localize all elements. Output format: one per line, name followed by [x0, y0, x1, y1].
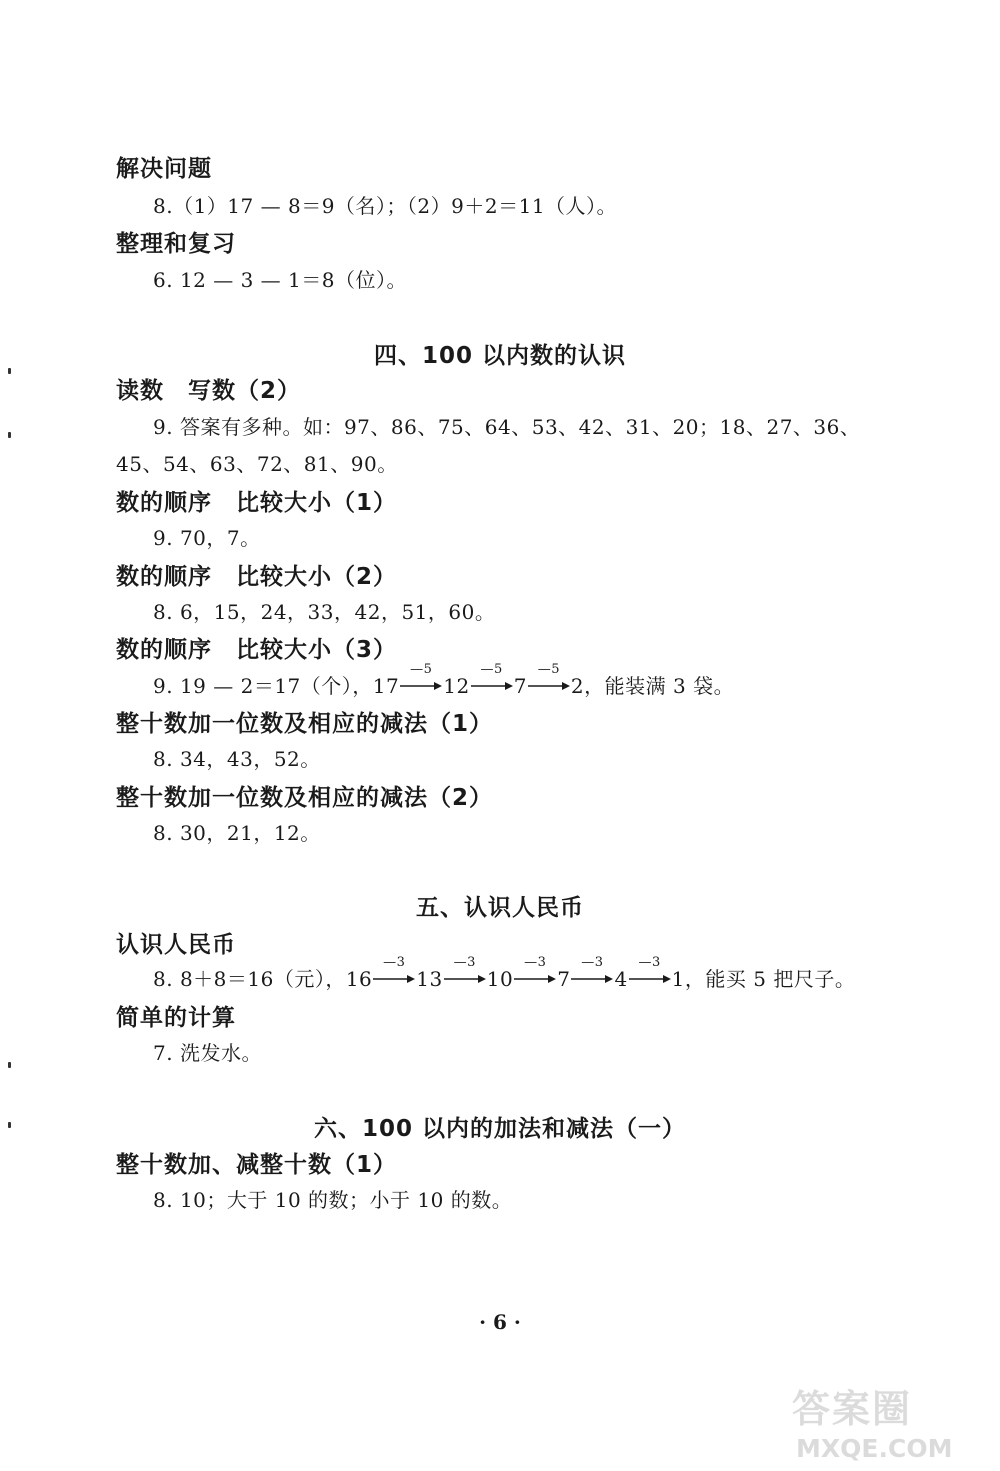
chain-value: 12	[443, 674, 470, 698]
arrow-step: —3	[629, 968, 671, 988]
answer-suffix: ，能装满 3 袋。	[584, 674, 735, 698]
section-heading: 数的顺序 比较大小（2）	[116, 564, 398, 590]
margin-mark	[8, 432, 11, 438]
chain-value: 10	[486, 967, 514, 991]
watermark-logo	[792, 1378, 992, 1468]
margin-mark	[8, 1062, 11, 1068]
answer-suffix: ，能买 5 把尺子。	[684, 967, 856, 991]
section-heading: 认识人民币	[116, 932, 236, 958]
section-heading: 读数 写数（2）	[116, 378, 302, 404]
arrow-step: —3	[444, 968, 486, 988]
answer-line: 8.（1）17 — 8＝9（名）；（2）9＋2＝11（人）。	[153, 194, 618, 218]
answer-line	[153, 955, 856, 992]
answer-line: 9. 答案有多种。如：97、86、75、64、53、42、31、20；18、27、36、	[153, 415, 861, 439]
arrow-step: —3	[514, 968, 556, 988]
arrow-step: —3	[571, 968, 613, 988]
answer-line: 8. 10；大于 10 的数；小于 10 的数。	[153, 1188, 513, 1212]
section-heading: 简单的计算	[116, 1005, 236, 1031]
section-heading: 整十数加一位数及相应的减法（1）	[116, 711, 494, 737]
chain-value: 7	[557, 967, 571, 991]
answer-line	[153, 662, 735, 699]
answer-line: 6. 12 — 3 — 1＝8（位）。	[153, 268, 407, 292]
arrow-step: —5	[400, 675, 442, 695]
answer-line: 9. 70，7。	[153, 526, 261, 550]
chain-value: 7	[513, 674, 527, 698]
chapter-title: 五、认识人民币	[416, 895, 584, 921]
answer-line: 8. 30，21，12。	[153, 821, 321, 845]
chain-value: 2	[570, 674, 585, 698]
chain-value: 13	[416, 967, 443, 991]
chain-value: 1	[671, 967, 685, 991]
watermark-url: MXQE.COM	[796, 1434, 953, 1463]
answer-line: 7. 洗发水。	[153, 1041, 262, 1065]
watermark-text: 答案圈	[792, 1387, 913, 1431]
section-heading: 数的顺序 比较大小（1）	[116, 490, 398, 516]
answer-prefix: 9. 19 — 2＝17（个），17	[153, 674, 400, 698]
chain-value: 4	[614, 967, 628, 991]
chapter-title: 六、100 以内的加法和减法（一）	[313, 1116, 687, 1142]
section-heading: 解决问题	[116, 156, 212, 182]
arrow-step: —5	[471, 675, 513, 695]
answer-line: 8. 34，43，52。	[153, 747, 321, 771]
page-number: · 6 ·	[479, 1310, 521, 1334]
chapter-title: 四、100 以内数的认识	[373, 343, 627, 369]
section-heading: 整十数加、减整十数（1）	[116, 1152, 398, 1178]
arrow-step: —5	[528, 675, 570, 695]
answer-line: 45、54、63、72、81、90。	[116, 452, 398, 476]
answer-line: 8. 6，15，24，33，42，51，60。	[153, 600, 496, 624]
section-heading: 数的顺序 比较大小（3）	[116, 637, 398, 663]
arrow-step: —3	[373, 968, 415, 988]
section-heading: 整十数加一位数及相应的减法（2）	[116, 785, 494, 811]
answer-prefix: 8. 8＋8＝16（元），16	[153, 967, 373, 991]
section-heading: 整理和复习	[116, 231, 236, 257]
